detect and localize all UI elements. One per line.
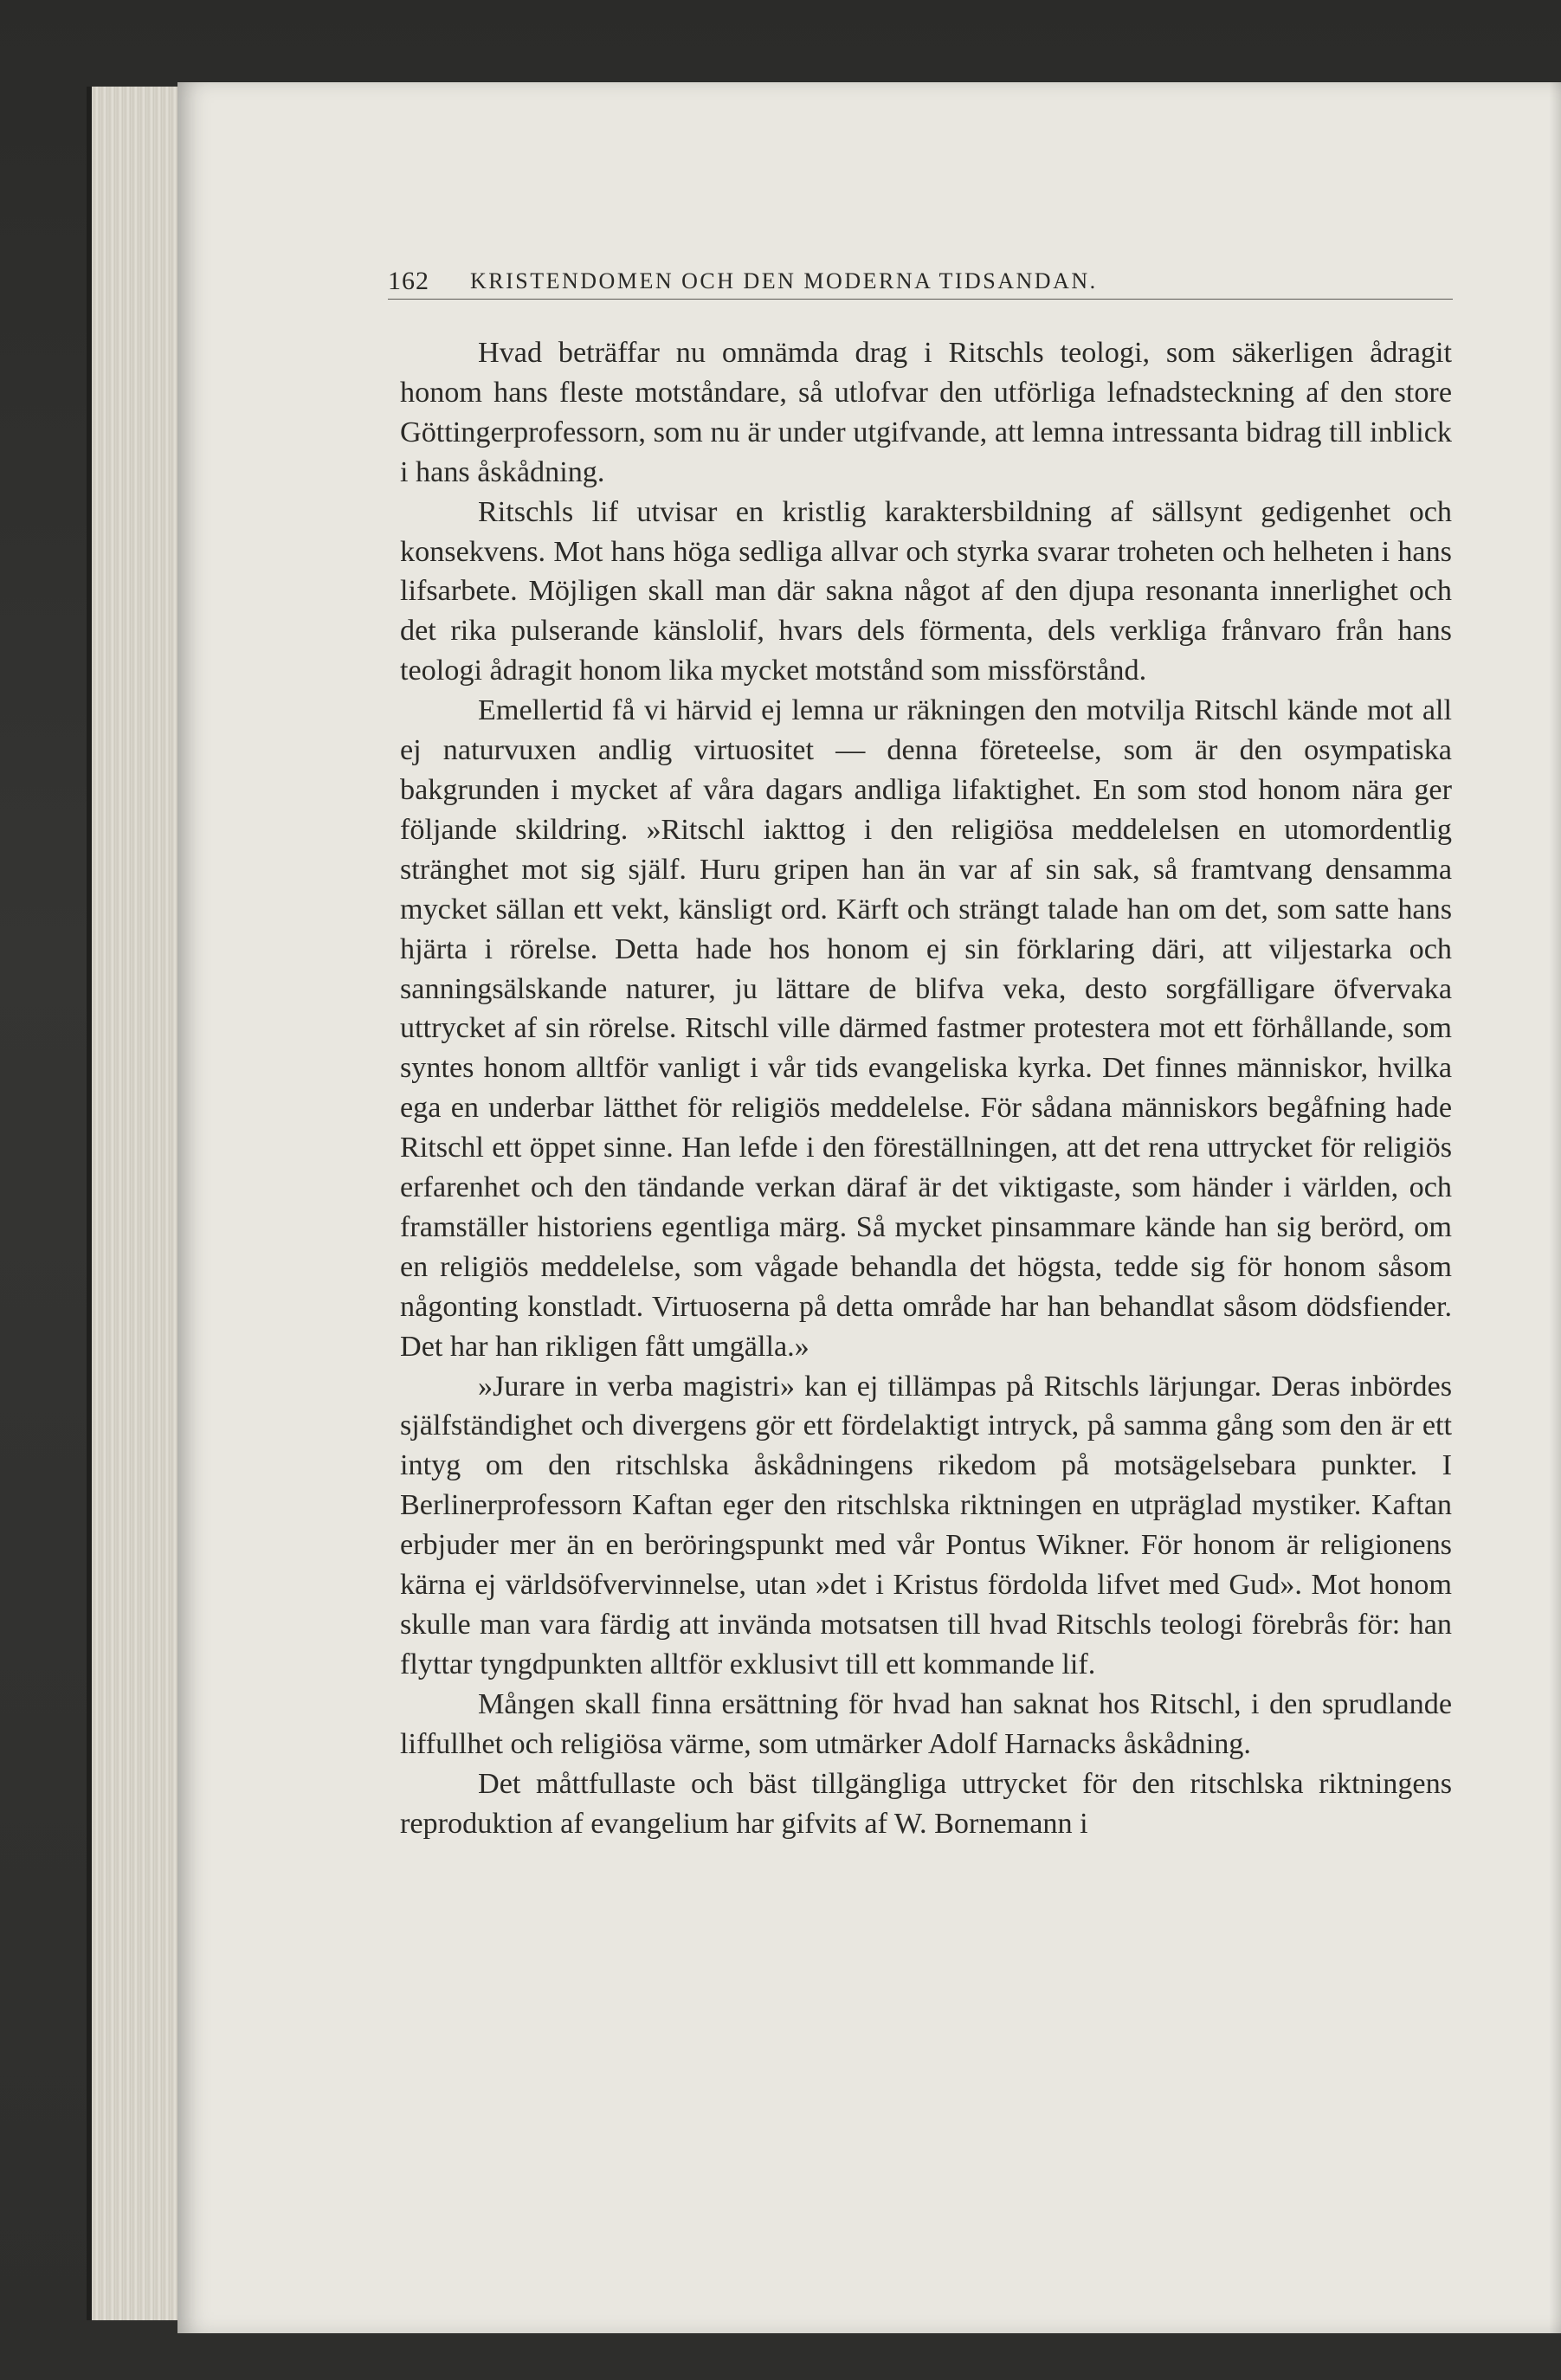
paragraph-4: »Jurare in verba magistri» kan ej tillämpas på Ritschls lärjungar. Deras inbördes själfständighet och divergens gör ett fördelaktigt intryck, på samma gång som den är ett intyg om den ritschlska åskådningens rikedom på motsägelsebara punkter. I Berlinerprofessorn Kaftan eger den ritschlska riktningen en utpräglad mystiker. Kaftan erbjuder mer än en beröringspunkt med vår Pontus Wikner. För honom är religionens kärna ej världsöfvervinnelse, utan »det i Kristus fördolda lifvet med Gud». Mot honom skulle man vara färdig att invända motsatsen till hvad Ritschls teologi förebrås för: han flyttar tyngdpunkten alltför exklusivt till ett kommande lif. xyxy=(400,1370,1452,1680)
running-header xyxy=(388,264,1453,300)
paragraph-1: Hvad beträffar nu omnämda drag i Ritschls teologi, som säkerligen ådragit honom hans fleste motståndare, så utlofvar den utförliga lefnadsteckning af den store Göttingerprofessorn, som nu är under utgifvande, att lemna intressanta bidrag till inblick i hans åskådning. xyxy=(400,337,1452,488)
page-right-shadow xyxy=(1549,82,1561,2333)
paragraph-2: Ritschls lif utvisar en kristlig karaktersbildning af sällsynt gedigenhet och konsekvens. Mot hans höga sedliga allvar och styrka svarar troheten och helheten i hans lifsarbete. Möjligen skall man där sakna något af den djupa resonanta innerlighet och det rika pulserande känslolif, hvars dels förmenta, dels verkliga frånvaro från hans teologi ådragit honom lika mycket motstånd som missförstånd. xyxy=(400,495,1452,687)
running-title: KRISTENDOMEN OCH DEN MODERNA TIDSANDAN. xyxy=(470,268,1098,293)
paragraph-3: Emellertid få vi härvid ej lemna ur räkningen den motvilja Ritschl kände mot all ej naturvuxen andlig virtuositet — denna företeelse, som är den osympatiska bakgrunden i mycket af våra dagars andliga lifaktighet. En som stod honom nära ger följande skildring. »Ritschl iakttog i den religiösa meddelelsen en utomordentlig stränghet mot sig själf. Huru gripen han än var af sin sak, så framtvang densamma mycket sällan ett vekt, känsligt ord. Kärft och strängt talade han om det, som satte hans hjärta i rörelse. Detta hade hos honom ej sin förklaring däri, att viljestarka och sanningsälskande naturer, ju lättare de blifva veka, desto sorgfälligare öfvervaka uttrycket af sin rörelse. Ritschl ville därmed fastmer protestera mot ett förhållande, som syntes honom alltför vanligt i vår tids evangeliska kyrka. Det finnes människor, hvilka ega en underbar lätthet för religiös meddelelse. För sådana människors begåfning hade Ritschl ett öppet sinne. Han lefde i den föreställningen, att det rena uttrycket för religiös erfarenhet och den tändande verkan däraf är det viktigaste, som händer i världen, och framställer historiens egentliga märg. Så mycket pinsammare kände han sig berörd, om en religiös meddelelse, som vågade behandla det högsta, tedde sig för honom såsom någonting konstladt. Virtuoserna på detta område har han behandlat såsom dödsfiender. Det har han rikligen fått umgälla.» xyxy=(400,694,1452,1363)
body-text xyxy=(400,333,1452,1843)
paragraph-6: Det måttfullaste och bäst tillgängliga uttrycket för den ritschlska riktningens reproduktion af evangelium har gifvits af W. Bornemann i xyxy=(400,1767,1452,1840)
page-number: 162 xyxy=(388,267,429,295)
paragraph-5: Mången skall finna ersättning för hvad han saknat hos Ritschl, i den sprudlande liffullhet och religiösa värme, som utmärker Adolf Harnacks åskådning. xyxy=(400,1687,1452,1760)
